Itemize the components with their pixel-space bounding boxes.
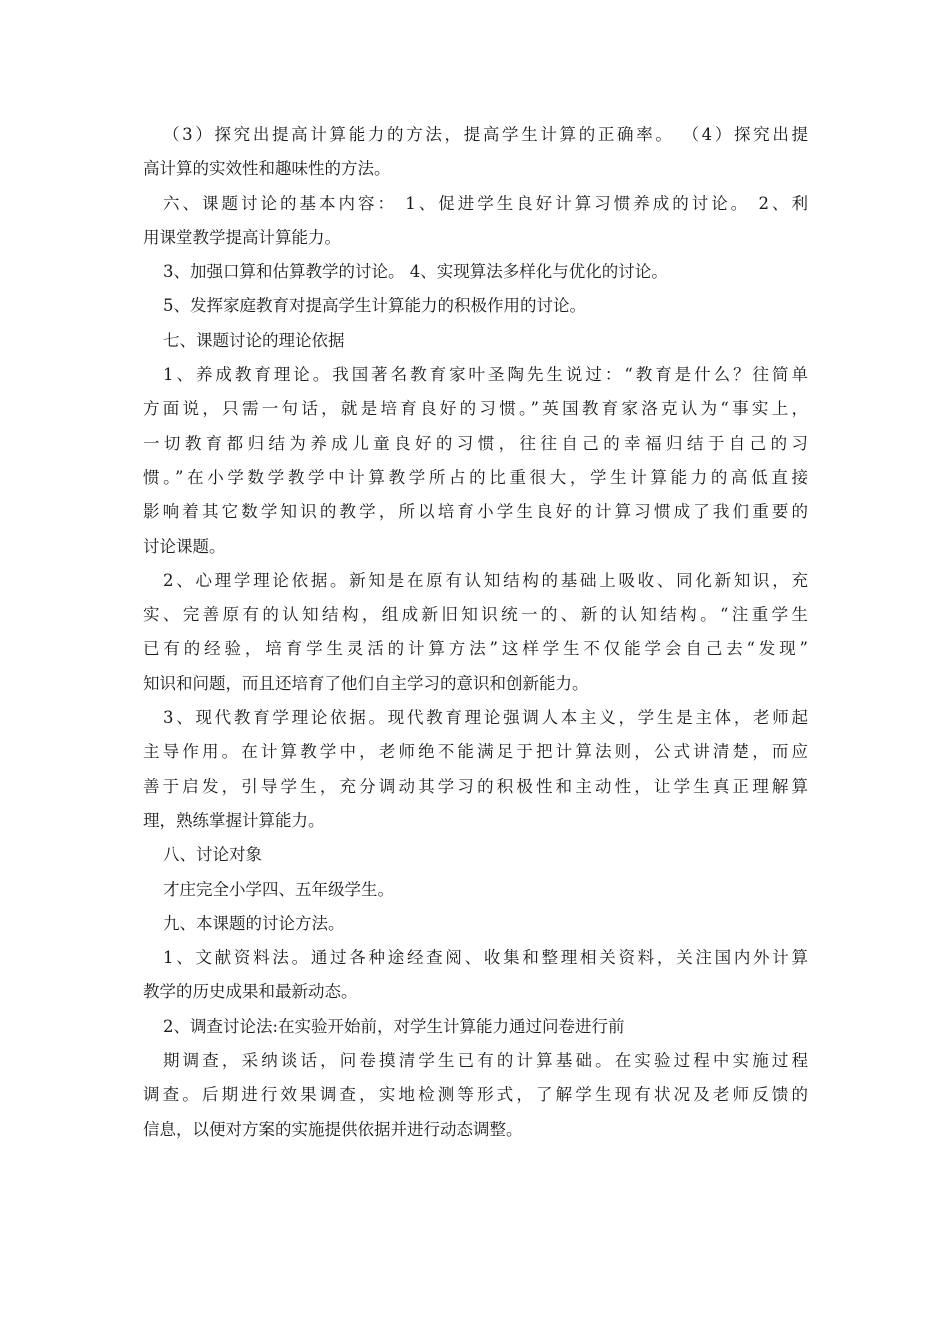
- text-line: 善于启发，引导学生，充分调动其学习的积极性和主动性，让学生真正理解算: [143, 776, 808, 796]
- text-line: 才庄完全小学四、五年级学生。: [163, 879, 394, 899]
- text-line: 方面说，只需一句话，就是培育良好的习惯。”英国教育家洛克认为“事实上，: [143, 399, 808, 419]
- text-line: 1、养成教育理论。我国著名教育家叶圣陶先生说过：“教育是什么？往简单: [163, 365, 808, 385]
- text-line: 调查。后期进行效果调查，实地检测等形式，了解学生现有状况及老师反馈的: [143, 1085, 808, 1105]
- text-line: 实、完善原有的认知结构，组成新旧知识统一的、新的认知结构。“注重学生: [143, 605, 808, 625]
- text-line: 信息，以便对方案的实施提供依据并进行动态调整。: [143, 1119, 523, 1139]
- section-heading: 七、课题讨论的理论依据: [163, 330, 345, 350]
- text-line: 用课堂教学提高计算能力。: [143, 227, 341, 247]
- document-page: [143, 118, 808, 1147]
- text-line: 5、发挥家庭教育对提高学生计算能力的积极作用的讨论。: [163, 296, 586, 316]
- section-heading: 九、本课题的讨论方法。: [163, 913, 345, 933]
- text-line: 理，熟练掌握计算能力。: [143, 810, 325, 830]
- text-line: 2、心理学理论依据。新知是在原有认知结构的基础上吸收、同化新知识，充: [163, 570, 808, 590]
- text-line: （3）探究出提高计算能力的方法，提高学生计算的正确率。 （4）探究出提: [163, 125, 808, 144]
- text-line: 影响着其它数学知识的教学，所以培育小学生良好的计算习惯成了我们重要的: [143, 502, 808, 522]
- text-line: 一切教育都归结为养成儿童良好的习惯，往往自己的幸福归结于自己的习: [143, 433, 808, 453]
- text-line: 主导作用。在计算教学中，老师绝不能满足于把计算法则，公式讲清楚，而应: [143, 742, 808, 762]
- text-line: 六、课题讨论的基本内容： 1、促进学生良好计算习惯养成的讨论。 2、利: [163, 193, 808, 213]
- text-line: 1、文献资料法。通过各种途经查阅、收集和整理相关资料，关注国内外计算: [163, 948, 808, 968]
- text-line: 教学的历史成果和最新动态。: [143, 982, 358, 1002]
- text-line: 3、现代教育学理论依据。现代教育理论强调人本主义，学生是主体，老师起: [163, 708, 808, 728]
- text-line: 2、调查讨论法:在实验开始前，对学生计算能力通过问卷进行前: [163, 1016, 625, 1036]
- text-line: 高计算的实效性和趣味性的方法。: [143, 159, 391, 179]
- text-line: 讨论课题。: [143, 536, 226, 556]
- text-line: 3、加强口算和估算教学的讨论。 4、实现算法多样化与优化的讨论。: [163, 262, 668, 282]
- text-line: 惯。”在小学数学教学中计算教学所占的比重很大，学生计算能力的高低直接: [143, 467, 808, 487]
- text-line: 期调查，采纳谈话，问卷摸清学生已有的计算基础。在实验过程中实施过程: [163, 1051, 808, 1071]
- text-line: 已有的经验，培育学生灵活的计算方法”这样学生不仅能学会自己去“发现”: [143, 639, 808, 659]
- text-line: 知识和问题，而且还培育了他们自主学习的意识和创新能力。: [143, 673, 589, 693]
- section-heading: 八、讨论对象: [163, 845, 262, 865]
